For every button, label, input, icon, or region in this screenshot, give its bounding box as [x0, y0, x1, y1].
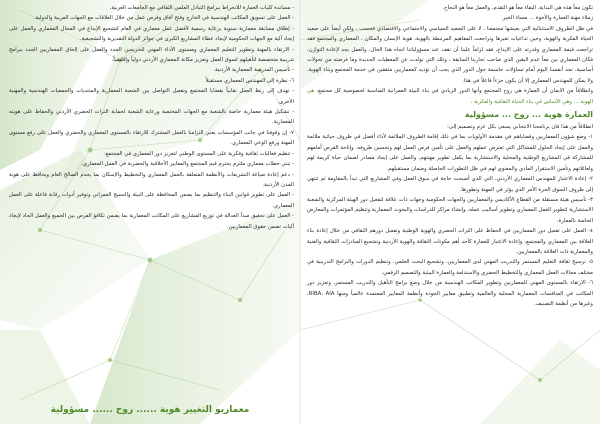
left-item: - العمل على تطوير قوانين البناء والتنظيم بما يضمن المحافظة على البيئة والنسيج العمراني وتوفير أدوات رقابة فاعلة على العمل المعماري. — [9, 192, 294, 209]
program-item: ٢- إعادة الاعتبار للمهندس المعماري الأردني، التي الذي أصبحت حاجة في سوق العمل وفي المشاريع التي تبدأ بالمقاومة ثم تنتهي إلى ظروف السوق الحرة الأمر الذي يؤثر في المهنة وتطورها. — [307, 176, 593, 193]
left-text-column — [9, 3, 294, 400]
program-item: ٣- تأسيس هيئة مستقلة من القطاع الأكاديمي والمعماريين والجهات الحكومية وجهات ذات علاقة لتفعيل دور الهيئة المركزية والشعبة الاستشارية لتطوير العمل المعماري وتطوير أساليب عمله، وإنشاء مراكز للدراسات والبحوث المعمارية وتنظيم المؤتمرات والمعارض الخاصة بالعمارة. — [307, 196, 593, 224]
vision-highlight: هي الهوية ... وهي الأساس في بناء الحياة الثقافية والفكرية ، — [307, 88, 593, 105]
left-item: - العمل على تسويق المكاتب الهندسية في الخارج وفتح آفاق وفرص عمل من خلال العلاقات مع الجهات العربية والدولية. — [33, 15, 294, 22]
left-item: - الارتقاء بالمهنة وتطوير التعليم المعماري ومستوى الأداء المهني للخريجين الجدد والعمل على إلحاق المعماريين الجدد ببرامج تدريبية متخصصة لتأهيلهم لسوق العمل وتعزيز مكانة المعماري الأردني دولياً وإقليمياً. — [9, 46, 294, 64]
left-item: - دعم إعادة صياغة التشريعات والأنظمة المتعلقة بالعمل المعماري والتخطيط والإسكان بما يخدم الصالح العام ويحافظ على هوية المدن الأردنية. — [9, 171, 294, 188]
program-intro: انطلاقاً من هذا فان برنامجنا الانتخابي يسعى بكل عزم وتصميم إلى: — [447, 124, 593, 131]
program-item: ٦- الارتقاء بالمستوى المهني للمعماريين وتطوير المكاتب الهندسية من خلال وضع برامج التأهيل والتدريب المستمر، وتعزيز دور المكاتب في المنافسات المعمارية المحلية والعالمية وتطبيق معايير الجودة وأنظمة المعايير المعتمدة عالمياً ومنها RIBA، AIA، وغيرها من أنظمة التصنيف. — [307, 280, 593, 307]
greeting-line: زملاء مهنة العمارة والأخوة ... مساء الخير. — [501, 15, 593, 22]
left-item: ٦- نظرة إلى المهندس المعماري مستقبلاً — [205, 77, 294, 84]
intro-line: تكون معاً هذه هي البداية، البقاء معاً هو التقدم، والعمل معاً هو النجاح. — [442, 5, 593, 11]
left-item: - تأسيس المدرسة المعمارية الأردنية. — [213, 67, 294, 74]
right-text-column — [307, 3, 593, 420]
left-item: - تنظيم فعاليات ثقافية وفكرية على المستوى الوطني لتعزيز دور المعماري في المجتمع. — [103, 150, 294, 157]
slogan-footer: معماريو التغيير هوية ...... روح ...... مسؤولية — [50, 405, 250, 415]
vision-text: وانطلاقاً من الايمان أن العمارة هي روح المجتمع وأنها الدور الريادي في بناء البيئة العمرانية المناسبة لخصوصية كل مجتمع، — [316, 88, 593, 95]
left-item: ٧- إن وقوفنا في جانب المؤسسات يعني التزامنا بالعمل المشترك للارتقاء بالمستوى المعماري والحضري والعمل على رفع مستوى المهنة ورفع الوعي المعماري. — [9, 129, 294, 147]
program-item: ١- وضع شؤون المعماريين وقضاياهم في مقدمة الأولويات بما في ذلك إقامة الظروف الملائمة لأداء أفضل في ظروف حياتية ملائمة والعمل على إيجاد الحلول للمشاكل التي تعترض عملهم والعمل على تأمين فرص العمل لهم وتحسين ظروفه. وإتاحة الفرص أمامهم للمشاركة في المشاريع الوطنية والمحلية والاستشارية بما يكفل تطوير مهنتهم، والعمل على إيجاد مصادر لضمان حياة كريمة لهم ولعائلاتهم وتأمين الاستقرار المادي والمعنوي لهم في ظل التطورات الحاصلة وضمان مستقبلهم. — [307, 134, 593, 172]
left-item: - تبني خطاب معماري ملتزم يحترم قيم المجتمع والمعايير الأخلاقية والحضرية في العمل المعماري. — [81, 161, 294, 168]
left-item: - تشكيل هيئة معمارية خاصة بالشعبة مع الجهات المختصة ورعاية الشعبة لحماية التراث الحضري الأردني والحفاظ على هويته المعمارية. — [9, 109, 294, 126]
program-item: ٥- ترسيخ ثقافة التعليم المستمر والتدريب المهني لدى المعماريين، وتشجيع البحث العلمي، وتنظيم الدورات والبرامج التدريبية في مختلف مجالات العمل المعماري والتخطيط الحضري والاستدامة والعمارة البيئية والتصميم الرقمي. — [307, 259, 593, 276]
program-item: ٤- العمل على تفعيل دور المعماريين في الحفاظ على التراث الحضري والهوية الوطنية وتفعيل دورهم الثقافي من خلال إعادة بناء العلاقة بين المعماري والمجتمع، وإعادة الاعتبار للعمارة كأحد أهم مكونات الثقافة والهوية الأردنية وتشجيع المبادرات الثقافية والفنية والمعمارية ذات العلاقة بالمعماريين. — [307, 228, 593, 255]
section-heading: العمارة هوية ... روح ... مسؤولية — [464, 110, 593, 120]
left-item: - مساندة كليات العمارة للانخراط ببرامج التبادل العلمي الثقافي مع الجامعات العربية. — [109, 5, 294, 11]
intro-paragraph: في ظل الظروف الاستثنائية التي يعيشها مجتمعنا ، لا على الصعيد السياسي والاجتماعي والاقتصادي فحسب ، ولكن أيضاً على صعيد الحياة الفكرية والهوية، وحين تداعيات تغيرها وتراجعت المفاهيم المرتبطة بالهوية، هوية الإنسان والمكان ، المعماري والمجتمع فقد تراجعت قيمة المعماري وقدرته على الإبداع، فقد لزاماً علينا أن نقف عند مسؤولياتنا اتجاه هذا الحال، والعمل بجد لإعادة التوازن، فكان المعماري بين معاً عدم اليقين الذي صاحب تجاربنا السابقة ، وتلك التي تولدت عن المعطيات الجديدة وما فرضته من تحولات أساسية، نجد أنفسنا اليوم أمام تساؤلات حاسمة حول الدور الذي يجب أن نؤديه كمعماريين مثقفين في خدمة المجتمع وبناء الهوية، ولا يمكن للمهندس المعماري إلا أن يكون جزءاً فاعلاً في هذا. — [307, 25, 593, 84]
left-item: - إطلاق مسابقة معمارية سنوية برعاية رسمية لأفضل عمل معماري في العام لتشجيع الإبداع في المجال المعماري والعمل على إيجاد آلية مع الجهات الحكومية لإيجاد عطاء المشاريع الكبرى في جوائز الدولة التقديرية والتشجيعية. — [9, 25, 294, 43]
left-item: - نهدف إلى ربط العمل نقابياً بقضايا المجتمع وتفعيل التواصل بين الشعبة المعمارية والمنتديات والجمعيات الهندسية والمهنية الأخرى. — [9, 88, 294, 105]
left-item: - العمل على تحقيق مبدأ العدالة في توزيع المشاريع على المكاتب المعمارية بما يضمن تكافؤ الفرص بين الجميع والعمل الجاد لإيجاد آليات تضمن حقوق المعماريين. — [9, 213, 294, 230]
vision-paragraph — [307, 86, 593, 107]
